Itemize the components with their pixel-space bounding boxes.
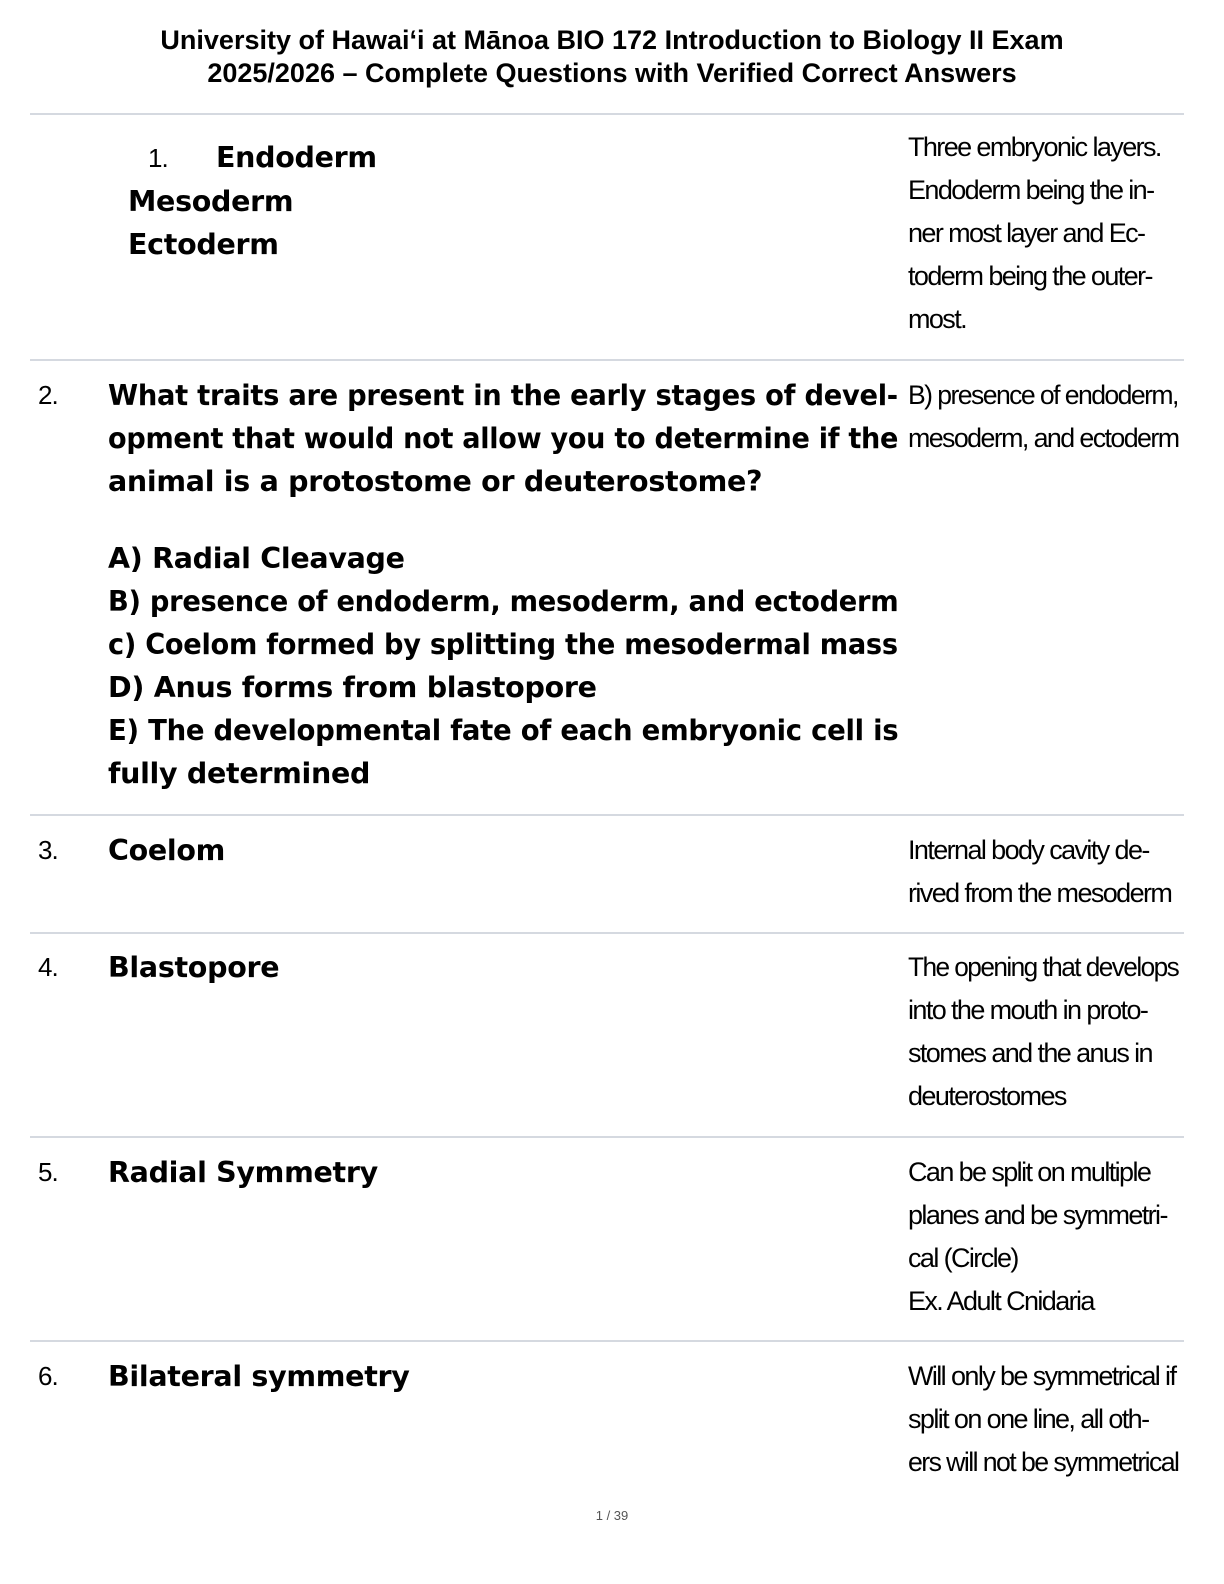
term-line: animal is a protostome or deuterostome?: [108, 465, 763, 498]
card-2-options: [108, 537, 898, 795]
divider: [30, 359, 1184, 361]
card-4-number: 4.: [38, 952, 58, 982]
page-indicator: 1 / 39: [595, 1508, 629, 1523]
term-line: Coelom: [108, 834, 226, 867]
definition-line: Ex. Adult Cnidaria: [908, 1286, 1094, 1316]
card-5-term: [108, 1151, 898, 1194]
definition-line: most.: [908, 304, 967, 334]
divider: [30, 1340, 1184, 1342]
card-6-term: [108, 1355, 898, 1398]
divider: [30, 932, 1184, 934]
card-3-term: [108, 829, 898, 872]
definition-line: rived from the mesoderm: [908, 878, 1172, 908]
term-line: Mesoderm: [128, 185, 294, 218]
option-line: E) The developmental fate of each embryonic cell is: [108, 714, 899, 747]
term-line: Endoderm: [216, 141, 377, 174]
definition-line: into the mouth in proto-: [908, 995, 1148, 1025]
document-title: [40, 24, 1184, 90]
card-1-definition: [908, 126, 1178, 341]
card-2-term: [108, 374, 898, 503]
definition-line: Internal body cavity de-: [908, 835, 1149, 865]
card-1-term: [128, 136, 828, 266]
term-line: What traits are present in the early stages of devel-: [108, 379, 898, 412]
card-6-number: 6.: [38, 1361, 58, 1391]
definition-line: mesoderm, and ectoderm: [908, 423, 1179, 453]
definition-line: toderm being the outer-: [908, 261, 1152, 291]
card-3-definition: [908, 829, 1178, 915]
title-line-1: University of Hawai‘i at Mānoa BIO 172 Introduction to Biology II Exam: [160, 25, 1064, 55]
definition-line: ers will not be symmetrical: [908, 1447, 1179, 1477]
card-1-number: 1.: [148, 143, 168, 173]
definition-line: planes and be symmetri-: [908, 1200, 1167, 1230]
definition-line: Endoderm being the in-: [908, 175, 1154, 205]
divider: [30, 1136, 1184, 1138]
card-6-definition: [908, 1355, 1178, 1484]
term-line: Radial Symmetry: [108, 1156, 378, 1189]
option-line: D) Anus forms from blastopore: [108, 671, 597, 704]
option-line: fully determined: [108, 757, 371, 790]
divider: [30, 113, 1184, 115]
definition-line: Will only be symmetrical if: [908, 1361, 1176, 1391]
definition-line: deuterostomes: [908, 1081, 1066, 1111]
card-5-number: 5.: [38, 1157, 58, 1187]
term-line: Ectoderm: [128, 228, 279, 261]
definition-line: ner most layer and Ec-: [908, 218, 1145, 248]
term-line: Bilateral symmetry: [108, 1360, 410, 1393]
option-line: A) Radial Cleavage: [108, 542, 405, 575]
title-line-2: 2025/2026 – Complete Questions with Verified Correct Answers: [207, 58, 1017, 88]
divider: [30, 814, 1184, 816]
option-line: c) Coelom formed by splitting the mesodermal mass: [108, 628, 898, 661]
card-4-term: [108, 946, 898, 989]
card-3-number: 3.: [38, 835, 58, 865]
definition-line: stomes and the anus in: [908, 1038, 1152, 1068]
card-4-definition: [908, 946, 1178, 1118]
definition-line: split on one line, all oth-: [908, 1404, 1149, 1434]
option-line: B) presence of endoderm, mesoderm, and ectoderm: [108, 585, 899, 618]
term-line: opment that would not allow you to determine if the: [108, 422, 899, 455]
definition-line: cal (Circle): [908, 1243, 1018, 1273]
card-5-definition: [908, 1151, 1178, 1323]
card-2-definition: [908, 374, 1178, 460]
definition-line: The opening that develops: [908, 952, 1179, 982]
card-2-number: 2.: [38, 380, 58, 410]
term-line: Blastopore: [108, 951, 280, 984]
definition-line: Can be split on multiple: [908, 1157, 1151, 1187]
definition-line: B) presence of endoderm,: [908, 380, 1178, 410]
definition-line: Three embryonic layers.: [908, 132, 1161, 162]
